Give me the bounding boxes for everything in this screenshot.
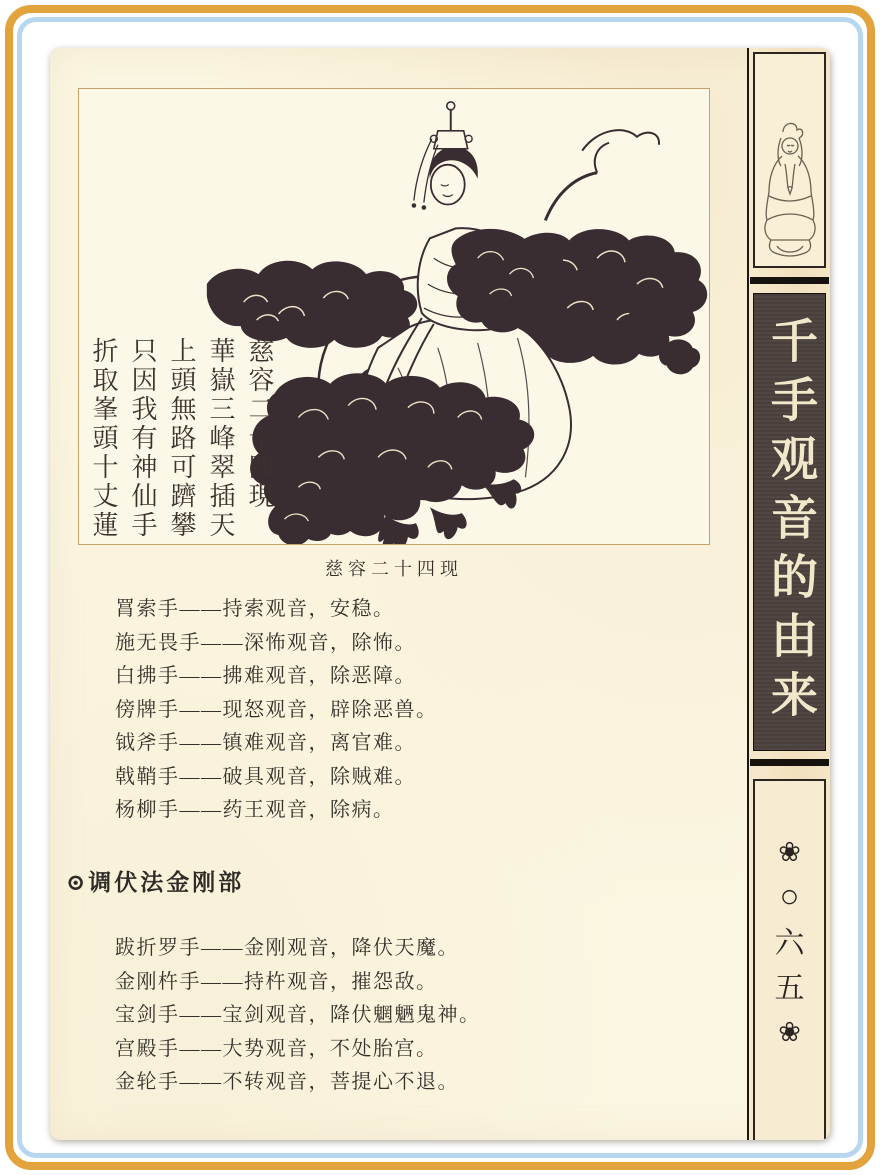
poem-column: 上頭無路可躋攀: [167, 337, 196, 540]
flower-ornament-icon: ❀: [778, 1017, 801, 1047]
list-item: 金刚杵手——持杵观音，摧怨敌。: [115, 970, 438, 993]
seated-bodhisattva-sketch-icon: [757, 108, 823, 266]
flower-ornament-icon: ❀: [778, 837, 801, 867]
folio-box: [753, 779, 826, 1140]
book-title: 千手观音的由来: [764, 315, 816, 729]
list-item: 白拂手——拂难观音，除恶障。: [115, 665, 416, 687]
poem-column: 折取峯頭十丈蓮: [89, 337, 118, 540]
hands-list-2: [115, 932, 481, 1100]
folio-digit: 五: [774, 972, 805, 1005]
illustration-poem: [81, 337, 279, 549]
poem-column: 華嶽三峰翠插天: [206, 337, 235, 540]
poem-column: 只因我有神仙手: [128, 337, 157, 540]
sidebar-divider: [750, 759, 829, 766]
list-item: 杨柳手——药王观音，除病。: [115, 799, 395, 821]
list-item: 罥索手——持索观音，安稳。: [115, 598, 395, 620]
list-item: 钺斧手——镇难观音，离官难。: [115, 732, 416, 754]
illustration-caption: 慈容二十四现: [325, 559, 463, 579]
list-item: 宫殿手——大势观音，不处胎宫。: [115, 1037, 438, 1060]
list-item: 宝剑手——宝剑观音，降伏魍魉鬼神。: [115, 1004, 481, 1026]
list-item: 戟鞘手——破具观音，除贼难。: [115, 765, 416, 788]
list-item: 傍牌手——现怒观音，辟除恶兽。: [115, 698, 438, 721]
section-header: ⊙调伏法金刚部: [66, 870, 245, 895]
list-item: 金轮手——不转观音，菩提心不退。: [115, 1071, 459, 1093]
illustration-plate: [78, 88, 710, 545]
sidebar-divider: [750, 277, 829, 284]
hands-list-1: [115, 593, 438, 828]
list-item: 施无畏手——深怖观音，除怖。: [115, 631, 416, 654]
sidebar-title-block: [753, 293, 826, 751]
list-item: 跋折罗手——金刚观音，降伏天魔。: [115, 937, 459, 959]
sidebar: [747, 48, 830, 1140]
sidebar-figure-box: [753, 52, 826, 268]
folio-digit: ○: [779, 879, 800, 915]
poem-column: 慈容二十四現: [245, 337, 274, 511]
folio-digit: 六: [774, 927, 805, 960]
book-page: [50, 48, 830, 1140]
